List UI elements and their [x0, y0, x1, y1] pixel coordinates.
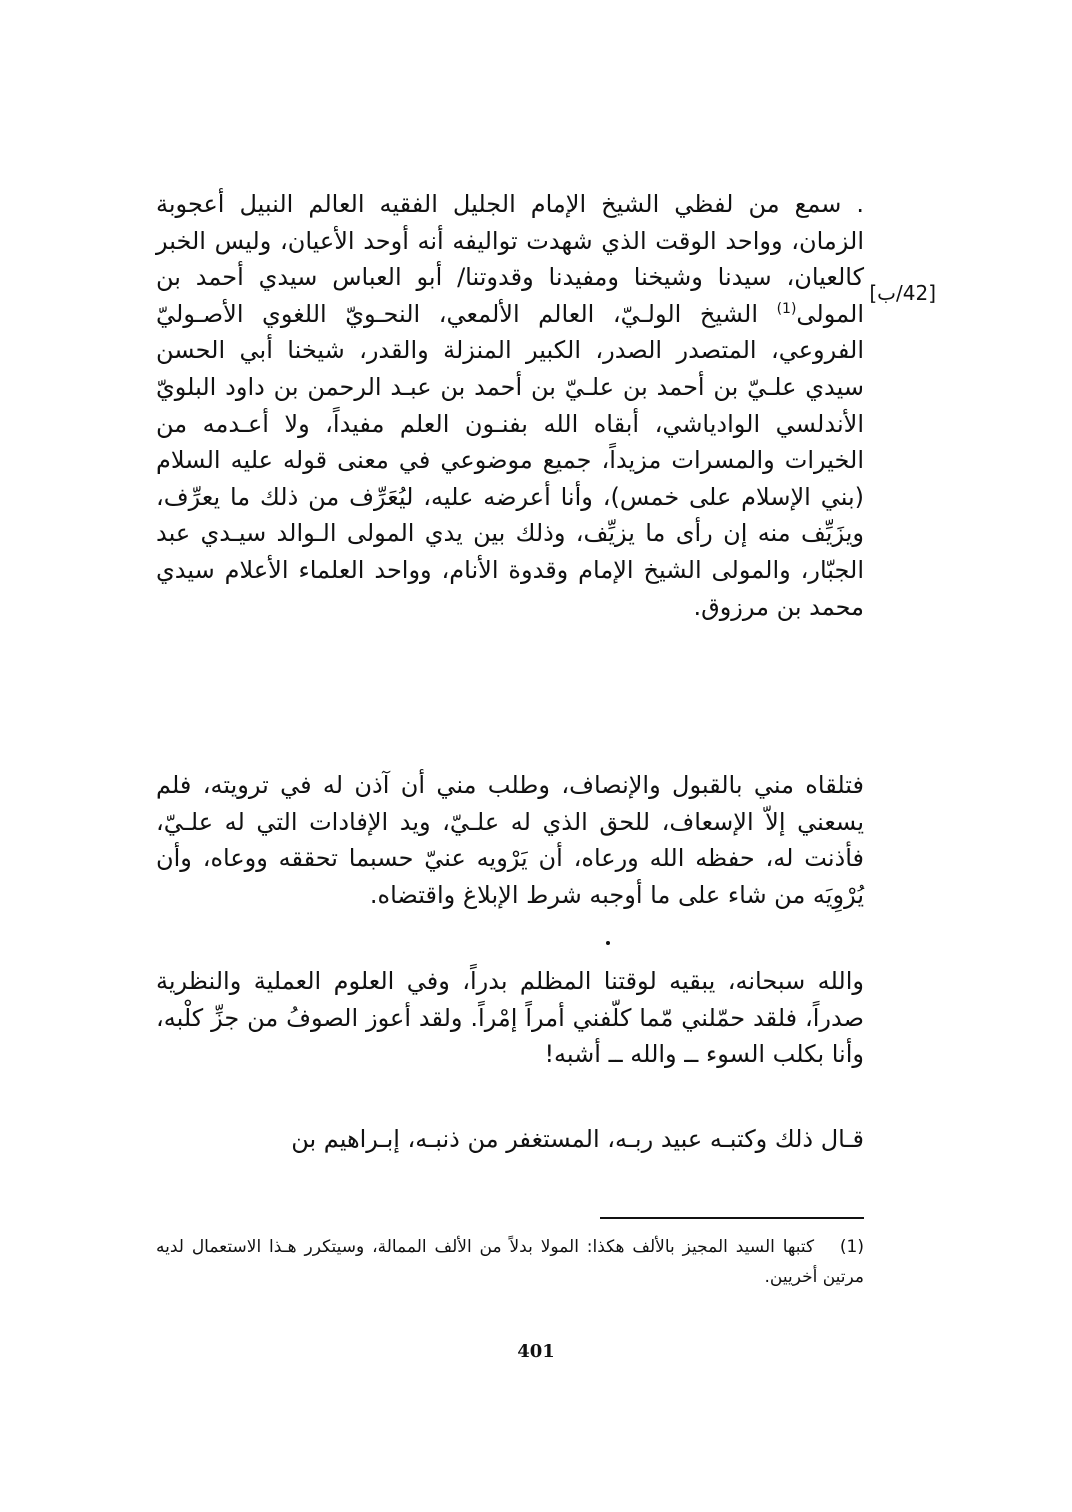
footnote-number: (1) — [839, 1237, 864, 1257]
footnote-reference[interactable]: (1) — [776, 300, 797, 317]
stray-dot-mark — [606, 941, 610, 945]
footnote — [156, 1232, 864, 1292]
paragraph-2: فتلقاه مني بالقبول والإنصاف، وطلب مني أن آذن له في ترويته، فلم يسعني إلاّ الإسعاف، للحق الذي له علـيّ، ويد الإفادات التي له علـيّ، فأذنت له، حفظه الله ورعاه، أن يَرْويه عنيّ حسبما تحققه ووعاه، وأن يُرْوِيَه من شاء على ما أوجبه شرط الإبلاغ واقتضاه. — [156, 771, 864, 909]
page-number: 401 — [517, 1341, 555, 1362]
footnote-divider — [600, 1217, 864, 1219]
footnote-text: كتبها السيد المجيز بالألف هكذا: المولا بدلاً من الألف الممالة، وسيتكرر هـذا الاستعمال لديه مرتين أخريين. — [156, 1237, 864, 1287]
paragraph-1 — [156, 186, 864, 625]
paragraph-4: قـال ذلك وكتبـه عبيد ربـه، المستغفر من ذنبـه، إبـراهيم بن — [291, 1125, 864, 1153]
folio-marker: [42/ب] — [869, 281, 936, 305]
paragraph-1-text-after-ref: الشيخ الولـيّ، العالم الألمعي، النحـويّ اللغوي الأصـوليّ الفروعي، المتصدر الصدر، الكبير المنزلة والقدر، شيخنا أبي الحسن سيدي علـيّ بن أحمد بن علـيّ بن أحمد بن عبـد الرحمن بن داود البلويّ الأندلسي الوادياشي، أبقاه الله بفنـون العلم مفيداً، ولا أعـدمه من الخيرات والمسرات مزيداً، جميع موضوعي في معنى قوله عليه السلام (بني الإسلام على خمس)، وأنا أعرضه عليه، ليُعَرِّف من ذلك ما يعرِّف، ويزَيِّف منه إن رأى ما يزيِّف، وذلك بين يدي المولى الـوالد سيـدي عبد الجبّار، والمولى الشيخ الإمام وقدوة الأنام، وواحد العلماء الأعلام سيدي محمد بن مرزوق. — [156, 299, 864, 621]
paragraph-1-text-before-ref: . سمع من لفظي الشيخ الإمام الجليل الفقيه العالم النبيل أعجوبة الزمان، وواحد الوقت الذي شهدت تواليفه أنه أوحد الأعيان، وليس الخبر كالعيان، سيدنا وشيخنا ومفيدنا وقدوتنا/ أبو العباس سيدي أحمد بن المولى — [156, 190, 864, 328]
paragraph-3: والله سبحانه، يبقيه لوقتنا المظلم بدراً، وفي العلوم العملية والنظرية صدراً، فلقد حمّلني مّما كلّفني أمراً إمْراً. ولقد أعوز الصوفُ من جزِّ كلْبه، وأنا بكلب السوء ــ والله ــ أشبه! — [156, 967, 864, 1069]
